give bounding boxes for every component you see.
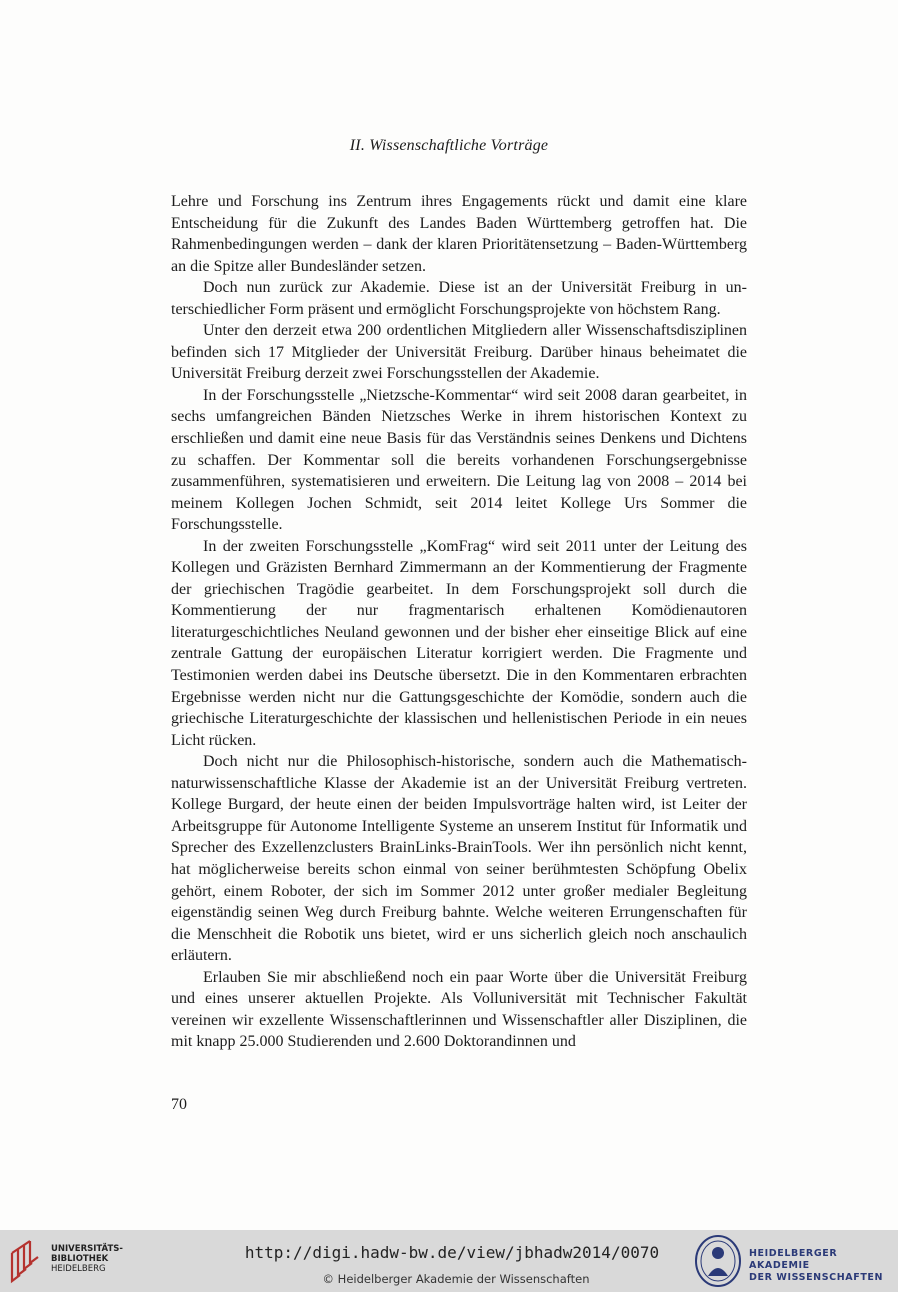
hadw-line-2: DER WISSENSCHAFTEN xyxy=(749,1272,884,1283)
akademie-seal-icon xyxy=(694,1234,742,1288)
page-number: 70 xyxy=(171,1096,187,1113)
body-text xyxy=(171,191,747,1053)
paragraph-5: In der zweiten Forschungsstelle „KomFrag“ wird seit 2011 unter der Leitung des Kollegen und Gräzisten Bernhard Zimmermann an der Kommentierung der Fragmente der griechischen Tragödie gearbeitet. In dem Forschungsprojekt soll durch die Kommentierung der nur fragmentarisch erhaltenen Komödienautoren literaturgeschichtliches Neuland gewonnen und der bisher eher einseitige Blick auf eine zentrale Gattung der europäischen Literatur korrigiert werden. Die Fragmente und Testimonien werden dabei ins Deutsche übersetzt. Die in den Kommentaren erbrachten Ergebnisse werden nicht nur die Gattungsgeschichte der Komödie, sondern auch die griechische Literaturgeschichte der klassischen und hellenistischen Periode in ein neues Licht rücken. xyxy=(171,537,747,749)
footer-bar xyxy=(0,1230,898,1292)
paragraph-2: Doch nun zurück zur Akademie. Diese ist an der Universität Freiburg in unterschiedlicher Form präsent und ermöglicht Forschungsprojekte von höchstem Rang. xyxy=(171,279,747,318)
copyright-notice: © Heidelberger Akademie der Wissenschaften xyxy=(322,1272,590,1286)
ub-line-1: UNIVERSITÄTS- xyxy=(51,1244,123,1254)
hadw-logo-text xyxy=(749,1248,898,1284)
paragraph-1: Lehre und Forschung ins Zentrum ihres Engagements rückt und damit eine klare Entscheidung für die Zukunft des Landes Baden Württemberg getroffen hat. Die Rahmenbedingungen werden – dank der klaren Prioritätensetzung – Baden-Württemberg an die Spitze aller Bundesländer setzen. xyxy=(171,193,747,275)
paragraph-3: Unter den derzeit etwa 200 ordentlichen Mitgliedern aller Wissenschaftsdisziplinen befinden sich 17 Mitglieder der Universität Freiburg. Darüber hinaus beheimatet die Universität Freiburg derzeit zwei Forschungsstellen der Akademie. xyxy=(171,322,747,383)
ub-line-3: HEIDELBERG xyxy=(51,1264,106,1274)
paragraph-6: Doch nicht nur die Philosophisch-historische, sondern auch die Mathematisch-naturwissenschaftliche Klasse der Akademie ist an der Universität Freiburg vertreten. Kollege Burgard, der heute einen der beiden Impulsvorträge halten wird, ist Leiter der Arbeitsgruppe für Autonome Intelligente Systeme an unserem Institut für Informatik und Sprecher des Exzellenzclusters BrainLinks-BrainTools. Wer ihn persönlich nicht kennt, hat möglicherweise bereits schon einmal von seiner berühmtesten Schöpfung Obelix gehört, einem Roboter, der sich im Sommer 2012 unter großer medialer Begleitung eigenständig seinen Weg durch Freiburg bahnte. Welche weiteren Errungenschaften für die Menschheit die Robotik uns bietet, wird er uns sicherlich gleich noch anschaulich erläutern. xyxy=(171,753,747,965)
permalink-url[interactable]: http://digi.hadw-bw.de/view/jbhadw2014/0070 xyxy=(244,1243,660,1262)
hadw-line-1: HEIDELBERGER AKADEMIE xyxy=(749,1248,838,1271)
paragraph-7: Erlauben Sie mir abschließend noch ein paar Worte über die Universität Freiburg und eines unserer aktuellen Projekte. Als Volluniversität mit Technischer Fakultät vereinen wir exzellente Wissenschaftlerinnen und Wissenschaftler aller Disziplinen, die mit knapp 25.000 Studierenden und 2.600 Doktorandinnen und xyxy=(171,968,747,1051)
ub-line-2: BIBLIOTHEK xyxy=(51,1254,109,1264)
paragraph-4: In der Forschungsstelle „Nietzsche-Kommentar“ wird seit 2008 daran gearbeitet, in sechs umfangreichen Bänden Nietzsches Werke in ihrem historischen Kontext zu erschließen und damit eine neue Basis für das Verständnis seines Denkens und Dichtens zu schaffen. Der Kommentar soll die bereits vorhandenen Forschungsergebnisse zusammenführen, systematisieren und erweitern. Die Leitung lag von 2008 – 2014 bei meinem Kollegen Jochen Schmidt, seit 2014 leitet Kollege Urs Sommer die Forschungsstelle. xyxy=(171,386,747,534)
running-head: II. Wissenschaftliche Vorträge xyxy=(349,137,549,154)
